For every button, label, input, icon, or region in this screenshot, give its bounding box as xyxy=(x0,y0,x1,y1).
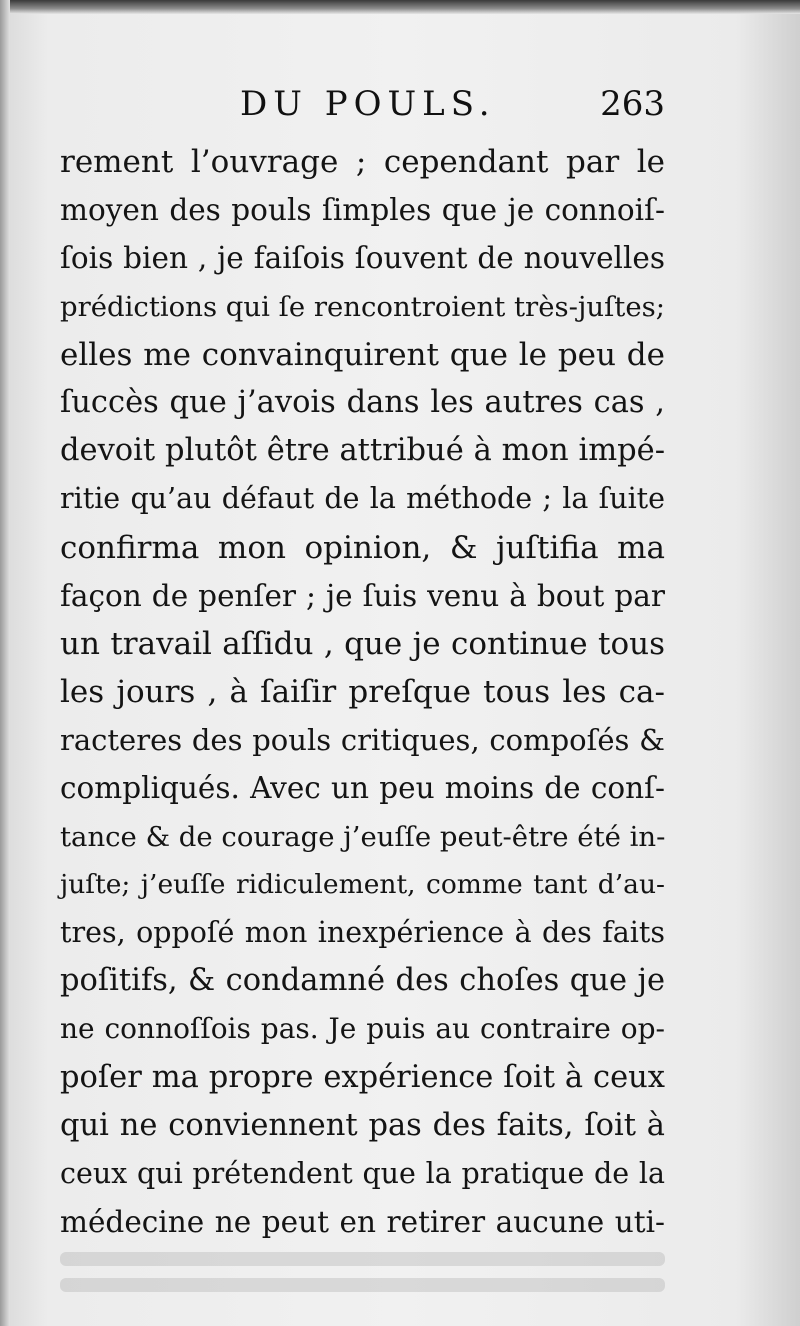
text-line: ſuccès que j’avois dans les autres cas , xyxy=(60,384,665,420)
text-line: ceux qui prétendent que la pratique de la xyxy=(60,1156,665,1190)
text-line: devoit plutôt être attribué à mon impé- xyxy=(60,433,665,469)
text-line: tres, oppoſé mon inexpérience à des faits xyxy=(60,916,665,949)
text-line: compliqués. Avec un peu moins de conſ- xyxy=(60,771,665,806)
text-line: ne connoſſois pas. Je puis au contraire op- xyxy=(60,1012,665,1046)
text-line: façon de penſer ; je ſuis venu à bout par xyxy=(60,578,665,613)
page-gutter-edge xyxy=(0,0,10,1326)
text-line: prédictions qui ſe rencontroient très-juſtes; xyxy=(60,290,665,323)
text-line: confirma mon opinion, & juſtifia ma xyxy=(60,529,665,566)
text-line: moyen des pouls ſimples que je connoiſ- xyxy=(60,193,665,228)
text-line: les jours , à ſaiſir preſque tous les ca- xyxy=(60,674,665,711)
text-line: ſois bien , je faiſois ſouvent de nouvelles xyxy=(60,241,665,276)
text-line: poſitifs, & condamné des choſes que je xyxy=(60,963,665,999)
text-line: elles me convainquirent que le peu de xyxy=(60,336,665,373)
running-title: DU POULS. xyxy=(240,84,496,124)
ghost-line xyxy=(60,1252,665,1266)
page-number: 263 xyxy=(600,84,665,124)
body-text xyxy=(60,138,665,1246)
text-line: un travail aſſidu , que je continue tous xyxy=(60,625,665,662)
text-line: juſte; j’euſſe ridiculement, comme tant d’au- xyxy=(60,868,665,900)
text-line: médecine ne peut en retirer aucune uti- xyxy=(60,1205,665,1240)
page-top-edge xyxy=(0,0,800,14)
text-line: ritie qu’au défaut de la méthode ; la ſuite xyxy=(60,482,665,516)
show-through-texture xyxy=(60,1240,665,1320)
text-line: qui ne conviennent pas des faits, ſoit à xyxy=(60,1107,665,1143)
text-line: rement l’ouvrage ; cependant par le xyxy=(60,144,665,180)
ghost-line xyxy=(60,1278,665,1292)
text-line: racteres des pouls critiques, compoſés & xyxy=(60,723,665,758)
text-line: tance & de courage j’euſſe peut-être été in- xyxy=(60,820,666,853)
text-line: poſer ma propre expérience ſoit à ceux xyxy=(60,1059,665,1095)
page-header xyxy=(60,84,665,134)
